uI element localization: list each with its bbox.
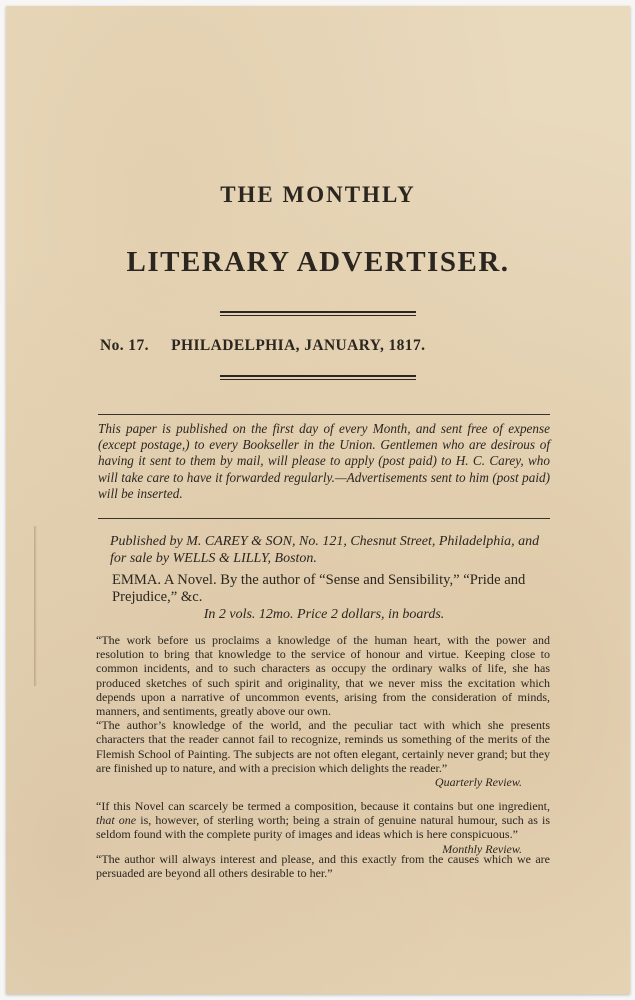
review-monthly-italic: that one — [96, 813, 137, 828]
review-quarterly — [96, 633, 550, 789]
book-announcement: EMMA. A Novel. By the author of “Sense and Sensibility,” “Pride and Prejudice,” &c. — [112, 572, 526, 605]
review-quarterly-text: “The work before us proclaims a knowledge of the human heart, with the power and resolution to bring that knowledge to the service of honour and virtue. Keeping close to common incidents, and to such characters as occupy the ordinary walks of life, she has produced sketches of such spirit and originality, that we never miss the excitation which depends upon a narrative of uncommon events, arising from the consideration of minds, manners, and sentiments, greatly above our own. — [96, 633, 550, 719]
double-rule-top — [220, 311, 416, 316]
review-closing: “The author will always interest and please, and this exactly from the causes which we are persuaded are beyond all others desirable to her.” — [96, 852, 550, 881]
double-rule-bottom — [220, 375, 416, 380]
issue-number: No. 17. — [100, 337, 149, 354]
issue-place-date: PHILADELPHIA, JANUARY, 1817. — [171, 337, 426, 354]
review-monthly-source: Monthly Review. — [442, 841, 522, 856]
masthead-line-2: LITERARY ADVERTISER. — [126, 246, 510, 278]
masthead-line-1: THE MONTHLY — [220, 182, 416, 207]
review-monthly-text-a: “If this Novel can scarcely be termed a composition, because it contains but one ingredient, — [96, 799, 550, 813]
notice-rule-bottom — [98, 518, 550, 519]
subscription-notice: This paper is published on the first day of every Month, and sent free of expense (except postage,) to every Bookseller in the Union. Gentlemen who are desirous of having it sent to them by mail, will please to apply (post paid) to H. C. Carey, who will take care to have it forwarded regularly.—Advertisements sent to him (post paid) will be inserted. — [98, 421, 550, 501]
notice-rule-top — [98, 414, 550, 415]
review-quarterly-source: Quarterly Review. — [434, 775, 522, 790]
review-monthly — [96, 799, 550, 856]
review-quarterly-text-2: “The author’s knowledge of the world, and the peculiar tact with which she presents characters that the reader cannot fail to recognize, reminds us something of the merits of the Flemish School of Painting. The subjects are not often elegant, certainly never grand; but they are finished up to nature, and with a precision which delights the reader.” — [96, 718, 550, 775]
publisher-line: Published by M. CAREY & SON, No. 121, Chesnut Street, Philadelphia, and for sale by WELLS & LILLY, Boston. — [110, 534, 540, 566]
issue-line — [100, 337, 560, 355]
review-monthly-text-b: is, however, of sterling worth; being a strain of genuine natural humour, such as is seldom found with the complete purity of images and ideas which is here conspicuous.” — [96, 813, 550, 842]
printed-page — [6, 6, 630, 994]
book-price: In 2 vols. 12mo. Price 2 dollars, in boards. — [203, 607, 445, 622]
binding-fold-mark — [34, 526, 37, 686]
